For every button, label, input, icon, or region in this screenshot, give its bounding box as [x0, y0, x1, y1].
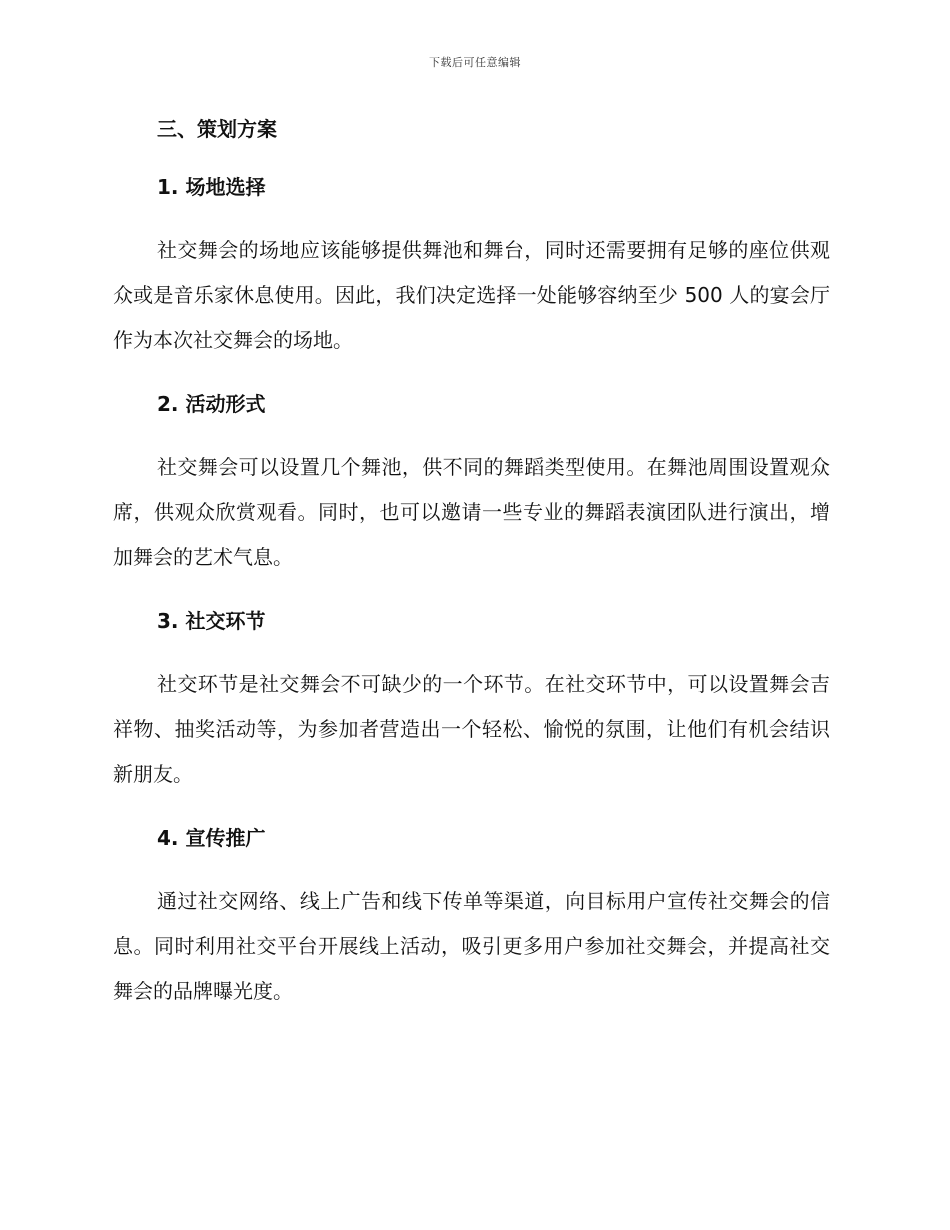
document-body [113, 112, 830, 1014]
subsection-heading-promotion: 4. 宣传推广 [157, 826, 266, 850]
subsection-heading-social: 3. 社交环节 [157, 609, 266, 633]
section-title: 三、策划方案 [157, 117, 277, 141]
paragraph-format: 社交舞会可以设置几个舞池，供不同的舞蹈类型使用。在舞池周围设置观众席，供观众欣赏观看。同时，也可以邀请一些专业的舞蹈表演团队进行演出，增加舞会的艺术气息。 [113, 455, 830, 569]
header-note: 下载后可任意编辑 [429, 56, 521, 69]
paragraph-promotion: 通过社交网络、线上广告和线下传单等渠道，向目标用户宣传社交舞会的信息。同时利用社交平台开展线上活动，吸引更多用户参加社交舞会，并提高社交舞会的品牌曝光度。 [113, 889, 830, 1003]
paragraph-venue: 社交舞会的场地应该能够提供舞池和舞台，同时还需要拥有足够的座位供观众或是音乐家休息使用。因此，我们决定选择一处能够容纳至少 500 人的宴会厅作为本次社交舞会的场地。 [113, 238, 830, 352]
subsection-heading-venue: 1. 场地选择 [157, 175, 266, 199]
subsection-heading-format: 2. 活动形式 [157, 392, 266, 416]
paragraph-social: 社交环节是社交舞会不可缺少的一个环节。在社交环节中，可以设置舞会吉祥物、抽奖活动等，为参加者营造出一个轻松、愉悦的氛围，让他们有机会结识新朋友。 [113, 672, 830, 786]
